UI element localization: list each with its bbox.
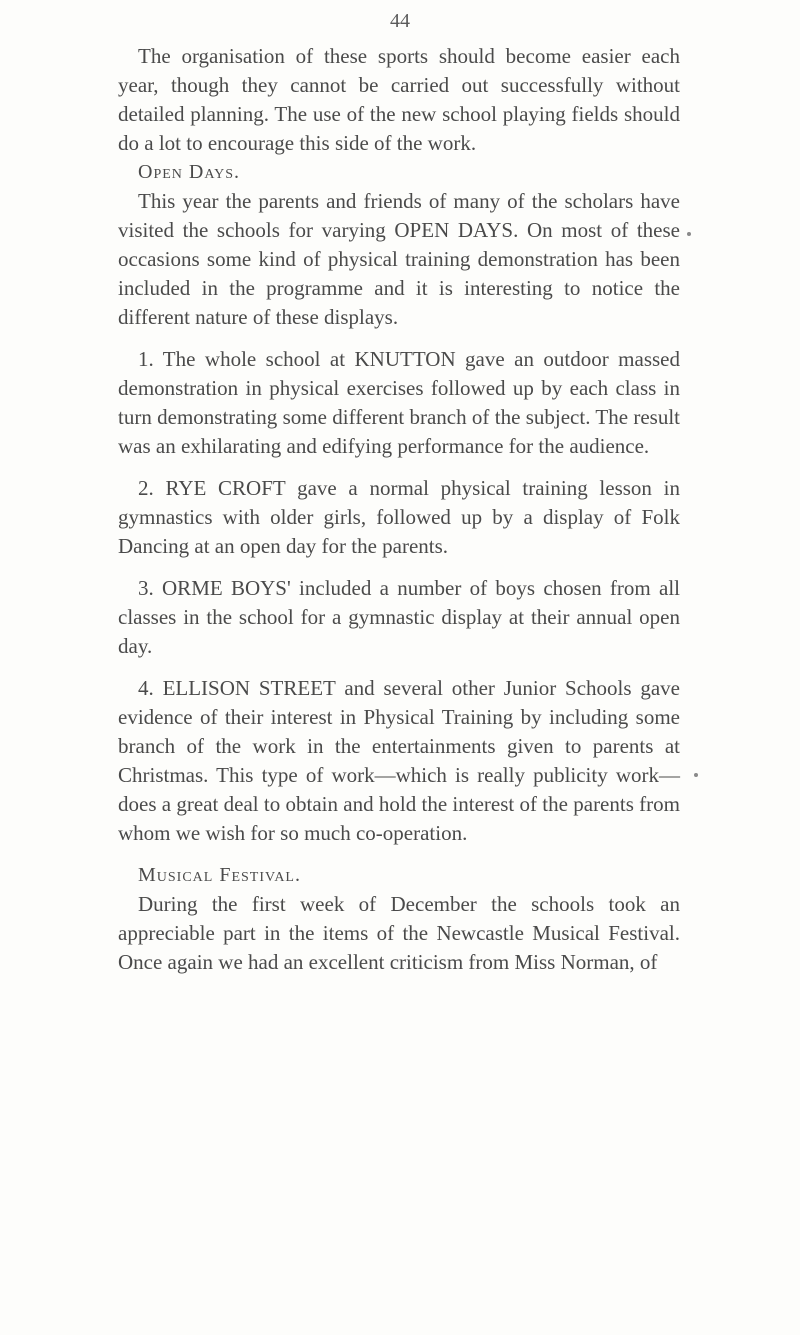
open-days-item-orme-boys: 3. ORME BOYS' included a number of boys chosen from all classes in the school for a gymnastic display at their annual open day. xyxy=(118,576,680,658)
musical-festival-paragraph: During the first week of December the schools took an appreciable part in the items of the Newcastle Musical Festival. Once again we had an excellent criticism from Miss Norman, of xyxy=(118,892,680,974)
musical-festival-heading: Musical Festival. xyxy=(138,864,301,886)
document-body xyxy=(118,42,680,977)
intro-paragraph: The organisation of these sports should become easier each year, though they cannot be carried out successfully without detailed planning. The use of the new school playing fields should do a lot to encourage this side of the work. xyxy=(118,44,680,155)
open-days-intro-paragraph: This year the parents and friends of many of the scholars have visited the schools for varying OPEN DAYS. On most of these occasions some kind of physical training demonstration has been included in the programme and it is interesting to notice the different nature of these displays. xyxy=(118,189,680,329)
open-days-item-knutton: 1. The whole school at KNUTTON gave an outdoor massed demonstration in physical exercises followed up by each class in turn demonstrating some different branch of the subject. The result was an exhilarating and edifying performance for the audience. xyxy=(118,347,680,458)
margin-dot-mark xyxy=(694,773,698,777)
open-days-item-rye-croft: 2. RYE CROFT gave a normal physical training lesson in gymnastics with older girls, followed up by a display of Folk Dancing at an open day for the parents. xyxy=(118,476,680,558)
margin-dot-mark xyxy=(687,232,691,236)
open-days-item-ellison-street: 4. ELLISON STREET and several other Junior Schools gave evidence of their interest in Physical Training by including some branch of the work in the entertainments given to parents at Christmas. This type of work—which is really publicity work—does a great deal to obtain and hold the interest of the parents from whom we wish for so much co-operation. xyxy=(118,676,680,845)
page-number: 44 xyxy=(390,10,410,32)
open-days-heading: Open Days. xyxy=(138,161,241,183)
